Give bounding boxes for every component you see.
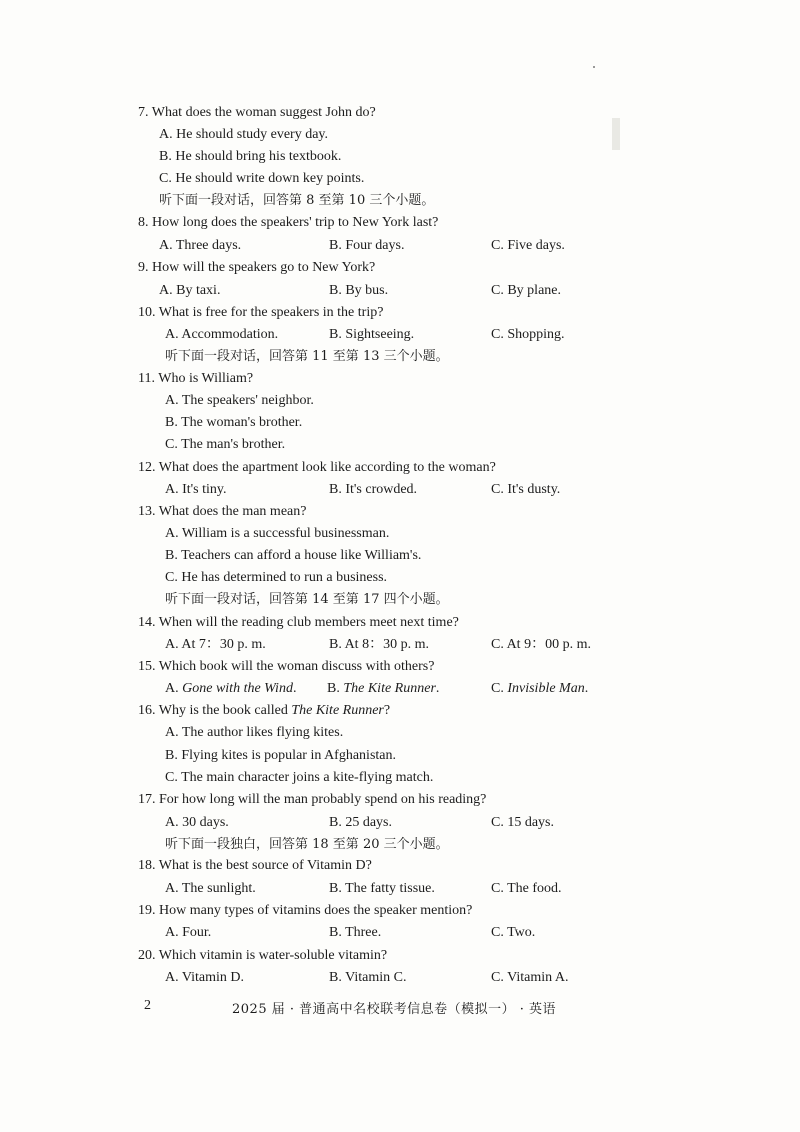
footer-title: 2025 届 · 普通高中名校联考信息卷（模拟一） · 英语: [232, 1002, 557, 1017]
question-18-stem: 18. What is the best source of Vitamin D?: [138, 858, 372, 873]
question-20-option-a: A. Vitamin D.: [165, 970, 245, 985]
question-8-option-c: C. Five days.: [491, 238, 565, 253]
question-12-option-b: B. It's crowded.: [329, 482, 418, 497]
question-10-stem: 10. What is free for the speakers in the trip?: [138, 305, 384, 320]
question-12-option-a: A. It's tiny.: [165, 482, 227, 497]
question-19-stem: 19. How many types of vitamins does the speaker mention?: [138, 903, 473, 918]
question-13-option-c: C. He has determined to run a business.: [165, 570, 388, 585]
question-8-option-a: A. Three days.: [159, 238, 242, 253]
question-16-option-a: A. The author likes flying kites.: [165, 725, 344, 740]
question-8-option-b: B. Four days.: [329, 238, 405, 253]
question-11-option-c: C. The man's brother.: [165, 437, 286, 452]
question-17-option-c: C. 15 days.: [491, 815, 554, 830]
question-11-stem: 11. Who is William?: [138, 371, 254, 386]
question-17-stem: 17. For how long will the man probably spend on his reading?: [138, 792, 487, 807]
question-16-option-c: C. The main character joins a kite-flying match.: [165, 770, 434, 785]
question-12-option-c: C. It's dusty.: [491, 482, 561, 497]
question-9-option-c: C. By plane.: [491, 283, 561, 298]
question-16-option-b: B. Flying kites is popular in Afghanistan.: [165, 748, 396, 763]
question-9-stem: 9. How will the speakers go to New York?: [138, 260, 376, 275]
question-13-option-b: B. Teachers can afford a house like William's.: [165, 548, 422, 563]
question-17-option-a: A. 30 days.: [165, 815, 229, 830]
question-15-option-a: [165, 680, 296, 698]
question-14-stem: 14. When will the reading club members meet next time?: [138, 615, 459, 630]
question-14-option-a: A. At 7：30 p. m.: [165, 637, 266, 652]
question-7-option-b: B. He should bring his textbook.: [159, 149, 342, 164]
question-7-stem: 7. What does the woman suggest John do?: [138, 105, 376, 120]
question-15-option-b: [327, 680, 439, 698]
question-14-option-c: C. At 9：00 p. m.: [491, 637, 591, 652]
book-title: The Kite Runner: [291, 703, 384, 718]
book-title: Invisible Man: [507, 681, 585, 696]
question-11-option-b: B. The woman's brother.: [165, 415, 303, 430]
question-7-option-c: C. He should write down key points.: [159, 171, 365, 186]
question-7-option-a: A. He should study every day.: [159, 127, 329, 142]
question-12-stem: 12. What does the apartment look like according to the woman?: [138, 460, 496, 475]
option-letter: C.: [491, 681, 504, 696]
instruction-14-17: 听下面一段对话，回答第 14 至第 17 四个小题。: [165, 592, 449, 607]
page-number: 2: [144, 998, 151, 1013]
question-13-stem: 13. What does the man mean?: [138, 504, 307, 519]
scan-shadow: [612, 118, 620, 150]
question-13-option-a: A. William is a successful businessman.: [165, 526, 390, 541]
instruction-8-10: 听下面一段对话，回答第 8 至第 10 三个小题。: [159, 193, 435, 208]
question-18-option-a: A. The sunlight.: [165, 881, 256, 896]
option-period: .: [584, 681, 589, 696]
stem-punct: ?: [383, 703, 391, 718]
question-10-option-c: C. Shopping.: [491, 327, 565, 342]
book-title: Gone with the Wind: [182, 681, 293, 696]
question-20-stem: 20. Which vitamin is water-soluble vitamin?: [138, 948, 388, 963]
question-18-option-b: B. The fatty tissue.: [329, 881, 435, 896]
question-14-option-b: B. At 8：30 p. m.: [329, 637, 429, 652]
question-19-option-c: C. Two.: [491, 925, 536, 940]
question-16-stem: [138, 702, 390, 720]
question-11-option-a: A. The speakers' neighbor.: [165, 393, 314, 408]
question-15-stem: 15. Which book will the woman discuss with others?: [138, 659, 435, 674]
question-10-option-a: A. Accommodation.: [165, 327, 279, 342]
book-title: The Kite Runner: [343, 681, 436, 696]
question-18-option-c: C. The food.: [491, 881, 562, 896]
option-period: .: [435, 681, 440, 696]
option-letter: A.: [165, 681, 179, 696]
question-15-option-c: [491, 680, 588, 698]
instruction-18-20: 听下面一段独白，回答第 18 至第 20 三个小题。: [165, 837, 449, 852]
question-8-stem: 8. How long does the speakers' trip to New York last?: [138, 215, 439, 230]
option-period: .: [292, 681, 297, 696]
question-10-option-b: B. Sightseeing.: [329, 327, 415, 342]
option-letter: B.: [327, 681, 340, 696]
question-17-option-b: B. 25 days.: [329, 815, 392, 830]
question-9-option-b: B. By bus.: [329, 283, 389, 298]
question-19-option-a: A. Four.: [165, 925, 212, 940]
question-20-option-c: C. Vitamin A.: [491, 970, 569, 985]
question-19-option-b: B. Three.: [329, 925, 382, 940]
stem-text: 16. Why is the book called: [138, 703, 288, 718]
question-9-option-a: A. By taxi.: [159, 283, 221, 298]
instruction-11-13: 听下面一段对话，回答第 11 至第 13 三个小题。: [165, 349, 449, 364]
question-20-option-b: B. Vitamin C.: [329, 970, 407, 985]
scan-speck: [593, 66, 595, 68]
